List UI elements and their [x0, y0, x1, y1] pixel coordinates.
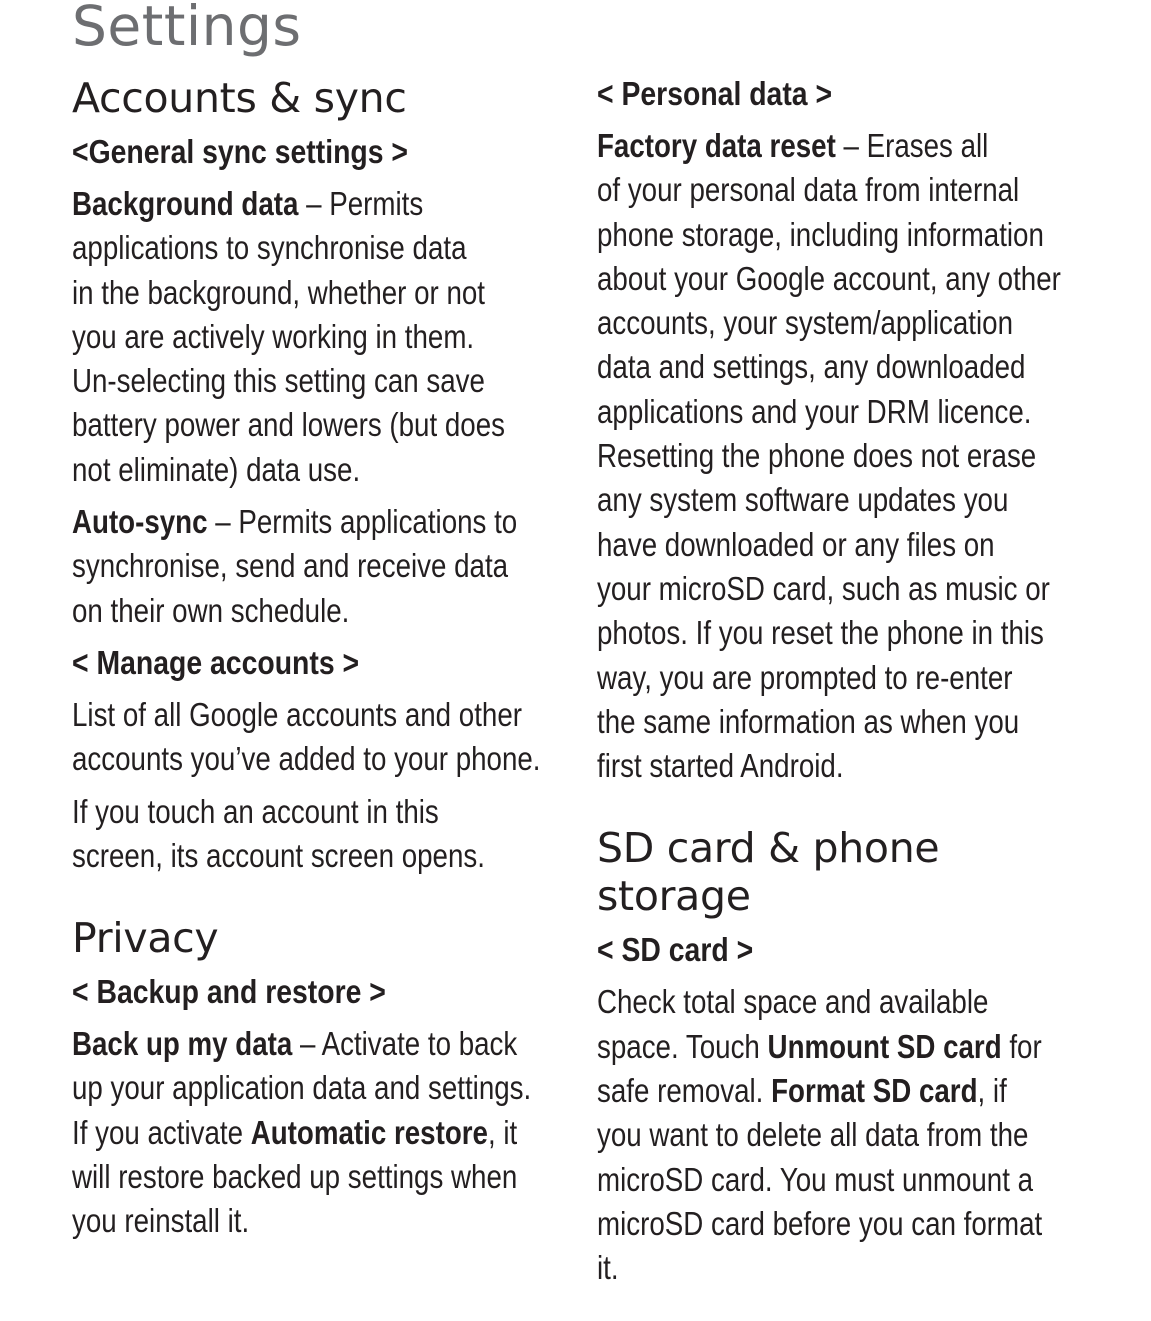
text-line: , if [977, 1072, 1007, 1110]
text-line: phone storage, including information [597, 215, 1044, 253]
text-line: you reinstall it. [72, 1202, 250, 1240]
unmount-sd-term: Unmount SD card [767, 1027, 1002, 1065]
text-line: applications to synchronise data [72, 229, 467, 267]
text-line: – Erases all [835, 127, 989, 164]
text-line: photos. If you reset the phone in this [597, 614, 1044, 652]
text-line: battery power and lowers (but does [72, 406, 505, 444]
text-line: you want to delete all data from the [597, 1116, 1029, 1154]
accounts-sync-title: Accounts & sync [72, 74, 407, 122]
backup-restore-heading: < Backup and restore > [72, 973, 386, 1011]
text-line: synchronise, send and receive data [72, 547, 509, 585]
sd-card-paragraph [597, 980, 1101, 1290]
text-line: the same information as when you [597, 702, 1020, 740]
text-line: will restore backed up settings when [72, 1158, 518, 1196]
text-line: Check total space and available [597, 983, 989, 1021]
text-line: safe removal. [597, 1072, 772, 1110]
text-line: on their own schedule. [72, 591, 350, 629]
background-data-paragraph [72, 182, 576, 492]
factory-reset-term: Factory data reset [597, 127, 836, 164]
automatic-restore-term: Automatic restore [250, 1113, 488, 1151]
text-line: , it [487, 1113, 518, 1151]
text-line: accounts, your system/application [597, 304, 1014, 342]
auto-sync-term: Auto-sync [72, 503, 208, 541]
text-line: If you activate [72, 1113, 251, 1151]
text-line: – Activate to back [292, 1025, 518, 1063]
text-line: way, you are prompted to re-enter [597, 658, 1013, 696]
text-line: data and settings, any downloaded [597, 348, 1026, 386]
personal-data-heading: < Personal data > [597, 75, 833, 112]
text-line: it. [597, 1249, 619, 1287]
manage-accounts-heading: < Manage accounts > [72, 643, 360, 681]
text-line: – Permits applications to [207, 503, 518, 541]
factory-reset-paragraph [597, 124, 1101, 788]
text-line: any system software updates you [597, 481, 1009, 519]
text-line: If you touch an account in this [72, 792, 439, 830]
left-column [72, 74, 562, 1244]
text-line: applications and your DRM licence. [597, 392, 1032, 430]
backup-paragraph [72, 1022, 576, 1243]
sd-card-heading: < SD card > [597, 931, 754, 969]
text-line: accounts you’ve added to your phone. [72, 740, 541, 778]
text-line: for [1001, 1027, 1042, 1065]
text-line: you are actively working in them. [72, 317, 475, 355]
text-line: Resetting the phone does not erase [597, 437, 1037, 475]
text-line: space. Touch [597, 1027, 768, 1065]
text-line: screen, its account screen opens. [72, 836, 485, 874]
backup-term: Back up my data [72, 1025, 293, 1063]
right-column [597, 72, 1097, 1291]
text-line: Un-selecting this setting can save [72, 362, 485, 400]
page-title: Settings [72, 0, 302, 58]
text-line: up your application data and settings. [72, 1069, 532, 1107]
text-line: first started Android. [597, 747, 844, 785]
manage-accounts-paragraph [72, 693, 576, 782]
text-line: about your Google account, any other [597, 259, 1061, 297]
text-line: in the background, whether or not [72, 273, 485, 311]
privacy-title: Privacy [72, 914, 219, 963]
text-line: microSD card. You must unmount a [597, 1160, 1034, 1198]
auto-sync-paragraph [72, 500, 576, 633]
text-line: have downloaded or any files on [597, 525, 995, 563]
text-line: your microSD card, such as music or [597, 569, 1050, 607]
general-sync-heading: <General sync settings > [72, 133, 408, 170]
text-line: – Permits [298, 185, 424, 222]
text-line: microSD card before you can format [597, 1204, 1043, 1242]
touch-account-paragraph [72, 790, 576, 879]
sd-storage-title: SD card & phone storage [597, 824, 940, 921]
background-data-term: Background data [72, 185, 299, 222]
format-sd-term: Format SD card [771, 1072, 978, 1110]
text-line: not eliminate) data use. [72, 450, 361, 488]
text-line: List of all Google accounts and other [72, 695, 522, 733]
text-line: of your personal data from internal [597, 171, 1020, 209]
